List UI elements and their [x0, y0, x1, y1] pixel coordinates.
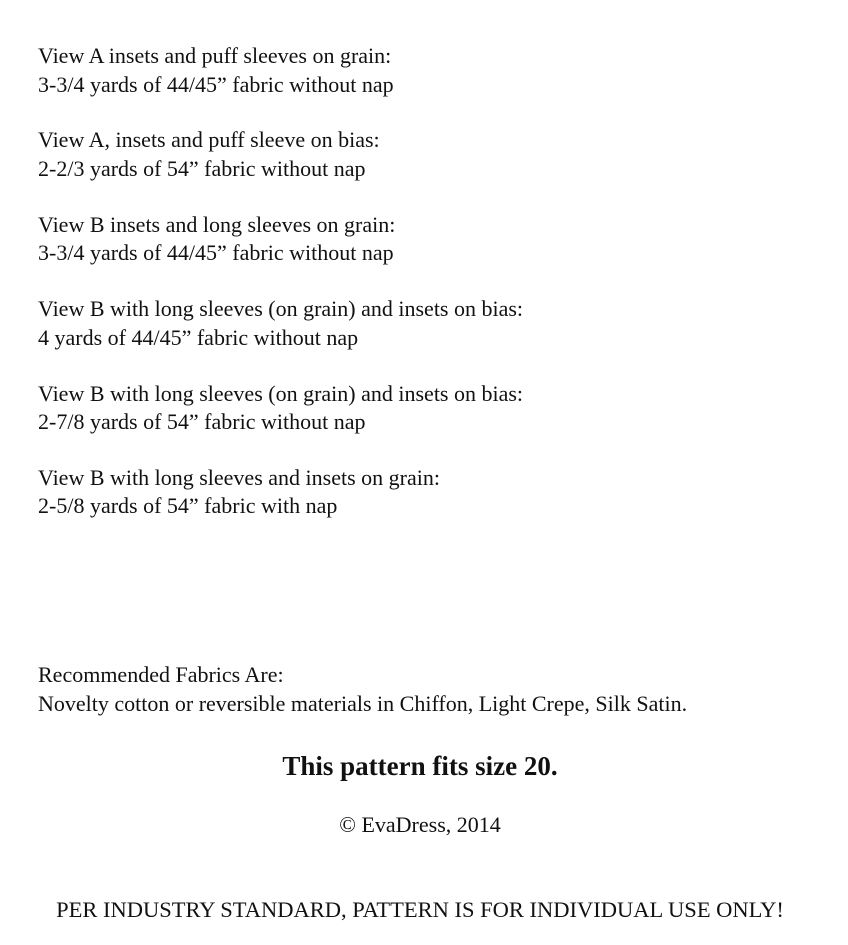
- yardage-amount: 3-3/4 yards of 44/45” fabric without nap: [38, 240, 394, 266]
- yardage-amount: 2-5/8 yards of 54” fabric with nap: [38, 493, 338, 519]
- yardage-item: [38, 464, 818, 548]
- yardage-view-label: View B with long sleeves and insets on grain:: [38, 464, 440, 490]
- yardage-list: [38, 42, 818, 548]
- size-note: This pattern fits size 20.: [282, 751, 558, 781]
- yardage-item: [38, 380, 818, 464]
- yardage-amount: 3-3/4 yards of 44/45” fabric without nap: [38, 71, 394, 97]
- copyright-notice: © EvaDress, 2014: [339, 812, 501, 837]
- yardage-item: [38, 295, 818, 379]
- usage-disclaimer: PER INDUSTRY STANDARD, PATTERN IS FOR INDIVIDUAL USE ONLY!: [56, 897, 784, 922]
- yardage-view-label: View A insets and puff sleeves on grain:: [38, 43, 392, 68]
- yardage-view-label: View B insets and long sleeves on grain:: [38, 211, 396, 237]
- yardage-item: [38, 211, 818, 295]
- yardage-amount: 2-7/8 yards of 54” fabric without nap: [38, 409, 366, 435]
- yardage-view-label: View B with long sleeves (on grain) and insets on bias:: [38, 380, 524, 406]
- yardage-item: [38, 126, 818, 210]
- fabrics-text: Novelty cotton or reversible materials in Chiffon, Light Crepe, Silk Satin.: [38, 690, 688, 716]
- yardage-amount: 4 yards of 44/45” fabric without nap: [38, 324, 359, 350]
- yardage-view-label: View B with long sleeves (on grain) and insets on bias:: [38, 296, 524, 322]
- yardage-item: [38, 42, 818, 126]
- fabrics-heading: Recommended Fabrics Are:: [38, 662, 284, 687]
- recommended-fabrics: [38, 661, 838, 718]
- yardage-amount: 2-2/3 yards of 54” fabric without nap: [38, 155, 366, 181]
- yardage-view-label: View A, insets and puff sleeve on bias:: [38, 127, 380, 153]
